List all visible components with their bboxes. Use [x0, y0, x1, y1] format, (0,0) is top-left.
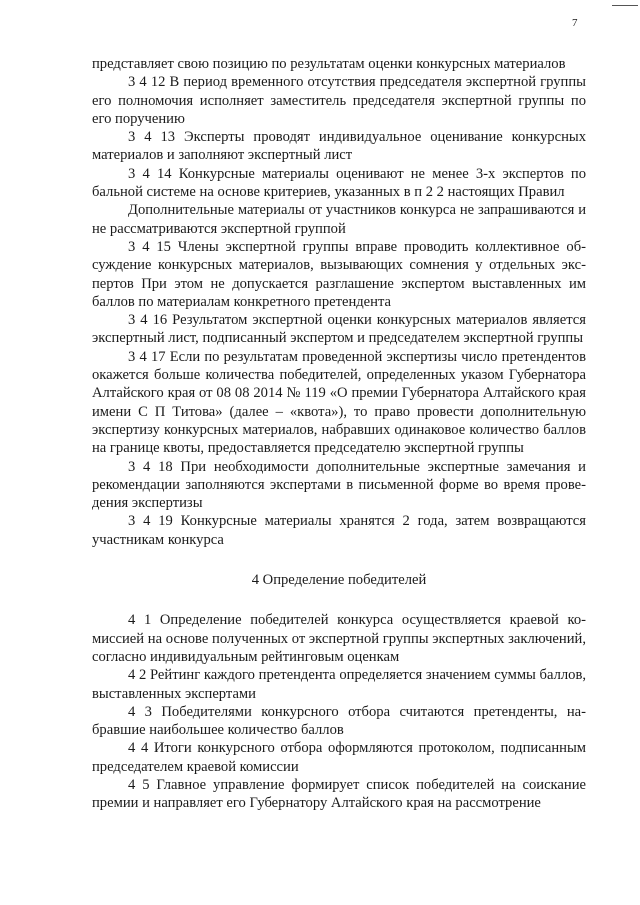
paragraph: 4 5 Главное управление формирует список победителей на соискание премии и направляет его Губернатору Алтайского края на рассмотрение — [92, 776, 586, 812]
paragraph: 4 1 Определение победителей конкурса осуществляется краевой комиссией на основе полученных от экспертной группы экспертных заключений, согласно индивидуальным рейтинговым оценкам — [92, 612, 586, 665]
paragraph: 3 4 12 В период временного отсутствия председателя экспертной группы его полномочия исполняет заместитель председателя экспертной группы по его поручению — [92, 74, 586, 127]
paragraph: Дополнительные материалы от участников конкурса не запрашиваются и не рассматриваются экспертной группой — [92, 202, 586, 237]
paragraph: 3 4 17 Если по результатам проведенной экспертизы число претендентов окажется больше количества победителей, определенных указом Губернатора Алтайского края от 08 08 2014 № 119 «О премии Губернатора Алтайского края имени С П Титова» (далее – «квота»), то право провести дополнительную экспертизу конкурсных материалов, набравших одинаковое количество баллов на границе квоты, предоставляется председателю экспертной группы — [92, 348, 586, 457]
paragraph: 4 3 Победителями конкурсного отбора считаются претенденты, набравшие наибольшее количество баллов — [92, 703, 586, 739]
paragraph: 3 4 19 Конкурсные материалы хранятся 2 года, затем возвращаются участникам конкурса — [92, 513, 586, 548]
paragraph: 3 4 18 При необходимости дополнительные экспертные замечания и рекомендации заполняются экспертами в письменной форме во время проведения экспертизы — [92, 458, 586, 512]
scan-corner-mark — [612, 5, 638, 6]
paragraph: 3 4 13 Эксперты проводят индивидуальное оценивание конкурсных материалов и заполняют экспертный лист — [92, 129, 586, 164]
page-number: 7 — [572, 17, 578, 29]
paragraph: 4 2 Рейтинг каждого претендента определяется значением суммы баллов, выставленных экспертами — [92, 667, 586, 702]
section-heading: 4 Определение победителей — [251, 572, 427, 589]
paragraph: 3 4 16 Результатом экспертной оценки конкурсных материалов является экспертный лист, подписанный экспертом и председателем экспертной группы — [92, 312, 586, 347]
paragraph: представляет свою позицию по результатам оценки конкурсных материалов — [92, 56, 566, 72]
document-body — [92, 55, 586, 813]
paragraph: 3 4 14 Конкурсные материалы оценивают не менее 3-х экспертов по бальной системе на основе критериев, указанных в п 2 2 настоящих Правил — [92, 165, 586, 201]
paragraph: 4 4 Итоги конкурсного отбора оформляются протоколом, подписанным председателем краевой комиссии — [92, 740, 586, 775]
paragraph: 3 4 15 Члены экспертной группы вправе проводить коллективное обсуждение конкурсных материалов, вызывающих сомнения у отдельных экспертов При этом не допускается разглашение экспертом выставленных им баллов по материалам конкретного претендента — [92, 238, 586, 310]
